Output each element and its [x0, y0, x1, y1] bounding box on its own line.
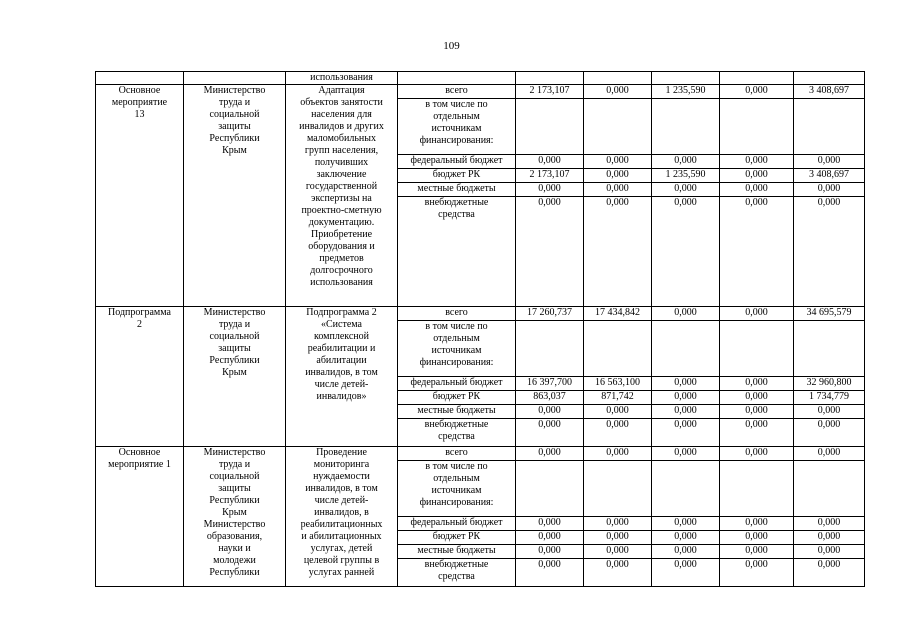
amount-cell: 0,000 [794, 405, 865, 419]
funding-source: всего [398, 447, 516, 461]
funding-source: внебюджетные средства [398, 197, 516, 307]
measure-name: Проведение мониторинга нуждаемости инвалидов, в том числе детей- инвалидов, в реабилитационных и абилитационных услугах, детей целевой группы в услугах ранней [286, 447, 398, 587]
amount-cell: 0,000 [720, 85, 794, 99]
funding-source: бюджет РК [398, 169, 516, 183]
funding-source: в том числе по отдельным источникам финансирования: [398, 99, 516, 155]
amount-cell: 2 173,107 [516, 169, 584, 183]
funding-source: всего [398, 85, 516, 99]
amount-cell: 0,000 [794, 155, 865, 169]
amount-cell: 0,000 [794, 183, 865, 197]
row-title: Подпрограмма 2 [96, 307, 184, 447]
amount-cell: 0,000 [720, 419, 794, 447]
amount-cell: 0,000 [652, 447, 720, 461]
funding-source: внебюджетные средства [398, 419, 516, 447]
amount-cell: 0,000 [516, 405, 584, 419]
amount-cell: 0,000 [584, 559, 652, 587]
amount-cell [720, 321, 794, 377]
amount-cell: 17 260,737 [516, 307, 584, 321]
amount-cell: 2 173,107 [516, 85, 584, 99]
amount-cell: 34 695,579 [794, 307, 865, 321]
amount-cell: 0,000 [720, 517, 794, 531]
amount-cell: 0,000 [652, 197, 720, 307]
amount-cell: 0,000 [720, 559, 794, 587]
amount-cell: 0,000 [720, 377, 794, 391]
amount-cell: 0,000 [584, 197, 652, 307]
amount-cell: 1 235,590 [652, 169, 720, 183]
amount-cell: 3 408,697 [794, 85, 865, 99]
amount-cell [652, 99, 720, 155]
amount-cell [794, 461, 865, 517]
amount-cell: 0,000 [652, 307, 720, 321]
amount-cell: 0,000 [652, 559, 720, 587]
top-row-text: использования [286, 72, 398, 85]
amount-cell: 0,000 [720, 197, 794, 307]
amount-cell: 0,000 [516, 517, 584, 531]
amount-cell: 0,000 [794, 545, 865, 559]
responsible-executor: Министерство труда и социальной защиты Республики Крым [184, 85, 286, 307]
table-body [96, 72, 865, 587]
table-row [96, 447, 865, 461]
amount-cell: 0,000 [794, 531, 865, 545]
funding-source: федеральный бюджет [398, 517, 516, 531]
amount-cell: 0,000 [652, 545, 720, 559]
amount-cell: 0,000 [794, 197, 865, 307]
funding-source: местные бюджеты [398, 545, 516, 559]
amount-cell: 0,000 [720, 183, 794, 197]
amount-cell: 0,000 [584, 183, 652, 197]
amount-cell: 0,000 [652, 517, 720, 531]
amount-cell: 0,000 [516, 447, 584, 461]
amount-cell: 0,000 [794, 559, 865, 587]
responsible-executor: Министерство труда и социальной защиты Республики Крым Министерство образования, науки и молодежи Республики [184, 447, 286, 587]
table-row [96, 307, 865, 321]
amount-cell: 0,000 [794, 419, 865, 447]
amount-cell: 0,000 [584, 545, 652, 559]
amount-cell: 32 960,800 [794, 377, 865, 391]
amount-cell: 0,000 [652, 391, 720, 405]
row-title: Основное мероприятие 13 [96, 85, 184, 307]
amount-cell: 0,000 [720, 391, 794, 405]
amount-cell [584, 321, 652, 377]
amount-cell: 0,000 [584, 155, 652, 169]
financing-table [95, 71, 865, 587]
amount-cell: 863,037 [516, 391, 584, 405]
funding-source: бюджет РК [398, 531, 516, 545]
amount-cell: 0,000 [652, 183, 720, 197]
amount-cell: 0,000 [516, 183, 584, 197]
amount-cell [584, 461, 652, 517]
amount-cell: 3 408,697 [794, 169, 865, 183]
amount-cell: 0,000 [516, 155, 584, 169]
page-number: 109 [443, 40, 460, 52]
amount-cell: 0,000 [720, 307, 794, 321]
measure-name: Адаптация объектов занятости населения для инвалидов и других маломобильных групп населения, получивших заключение государственной экспертизы на проектно-сметную документацию. Приобретение оборудования и предметов долгосрочного использования [286, 85, 398, 307]
amount-cell: 0,000 [720, 531, 794, 545]
amount-cell: 0,000 [516, 559, 584, 587]
amount-cell: 0,000 [584, 169, 652, 183]
amount-cell: 0,000 [516, 197, 584, 307]
amount-cell [516, 99, 584, 155]
amount-cell: 0,000 [516, 531, 584, 545]
amount-cell [720, 461, 794, 517]
amount-cell: 0,000 [652, 419, 720, 447]
amount-cell: 16 397,700 [516, 377, 584, 391]
amount-cell: 0,000 [584, 419, 652, 447]
funding-source: всего [398, 307, 516, 321]
funding-source: местные бюджеты [398, 405, 516, 419]
amount-cell: 0,000 [584, 447, 652, 461]
funding-source: в том числе по отдельным источникам финансирования: [398, 321, 516, 377]
amount-cell: 1 734,779 [794, 391, 865, 405]
table-row [96, 85, 865, 99]
amount-cell: 1 235,590 [652, 85, 720, 99]
amount-cell: 0,000 [794, 447, 865, 461]
amount-cell: 0,000 [794, 517, 865, 531]
funding-source: местные бюджеты [398, 183, 516, 197]
amount-cell [652, 321, 720, 377]
amount-cell: 871,742 [584, 391, 652, 405]
funding-source: федеральный бюджет [398, 155, 516, 169]
amount-cell: 0,000 [652, 155, 720, 169]
amount-cell [794, 321, 865, 377]
funding-source: в том числе по отдельным источникам финансирования: [398, 461, 516, 517]
amount-cell: 0,000 [720, 545, 794, 559]
responsible-executor: Министерство труда и социальной защиты Республики Крым [184, 307, 286, 447]
amount-cell [652, 461, 720, 517]
amount-cell [584, 99, 652, 155]
funding-source: бюджет РК [398, 391, 516, 405]
amount-cell: 0,000 [652, 531, 720, 545]
amount-cell: 17 434,842 [584, 307, 652, 321]
amount-cell: 0,000 [720, 169, 794, 183]
amount-cell [516, 321, 584, 377]
amount-cell: 0,000 [516, 545, 584, 559]
row-title: Основное мероприятие 1 [96, 447, 184, 587]
amount-cell: 0,000 [584, 405, 652, 419]
amount-cell [516, 461, 584, 517]
amount-cell [720, 99, 794, 155]
amount-cell: 0,000 [720, 447, 794, 461]
amount-cell: 0,000 [652, 405, 720, 419]
amount-cell: 0,000 [720, 155, 794, 169]
measure-name: Подпрограмма 2 «Система комплексной реабилитации и абилитации инвалидов, в том числе детей- инвалидов» [286, 307, 398, 447]
amount-cell: 0,000 [584, 517, 652, 531]
amount-cell [794, 99, 865, 155]
amount-cell: 16 563,100 [584, 377, 652, 391]
amount-cell: 0,000 [720, 405, 794, 419]
amount-cell: 0,000 [584, 531, 652, 545]
amount-cell: 0,000 [652, 377, 720, 391]
amount-cell: 0,000 [584, 85, 652, 99]
funding-source: внебюджетные средства [398, 559, 516, 587]
funding-source: федеральный бюджет [398, 377, 516, 391]
amount-cell: 0,000 [516, 419, 584, 447]
table-row [96, 72, 865, 85]
